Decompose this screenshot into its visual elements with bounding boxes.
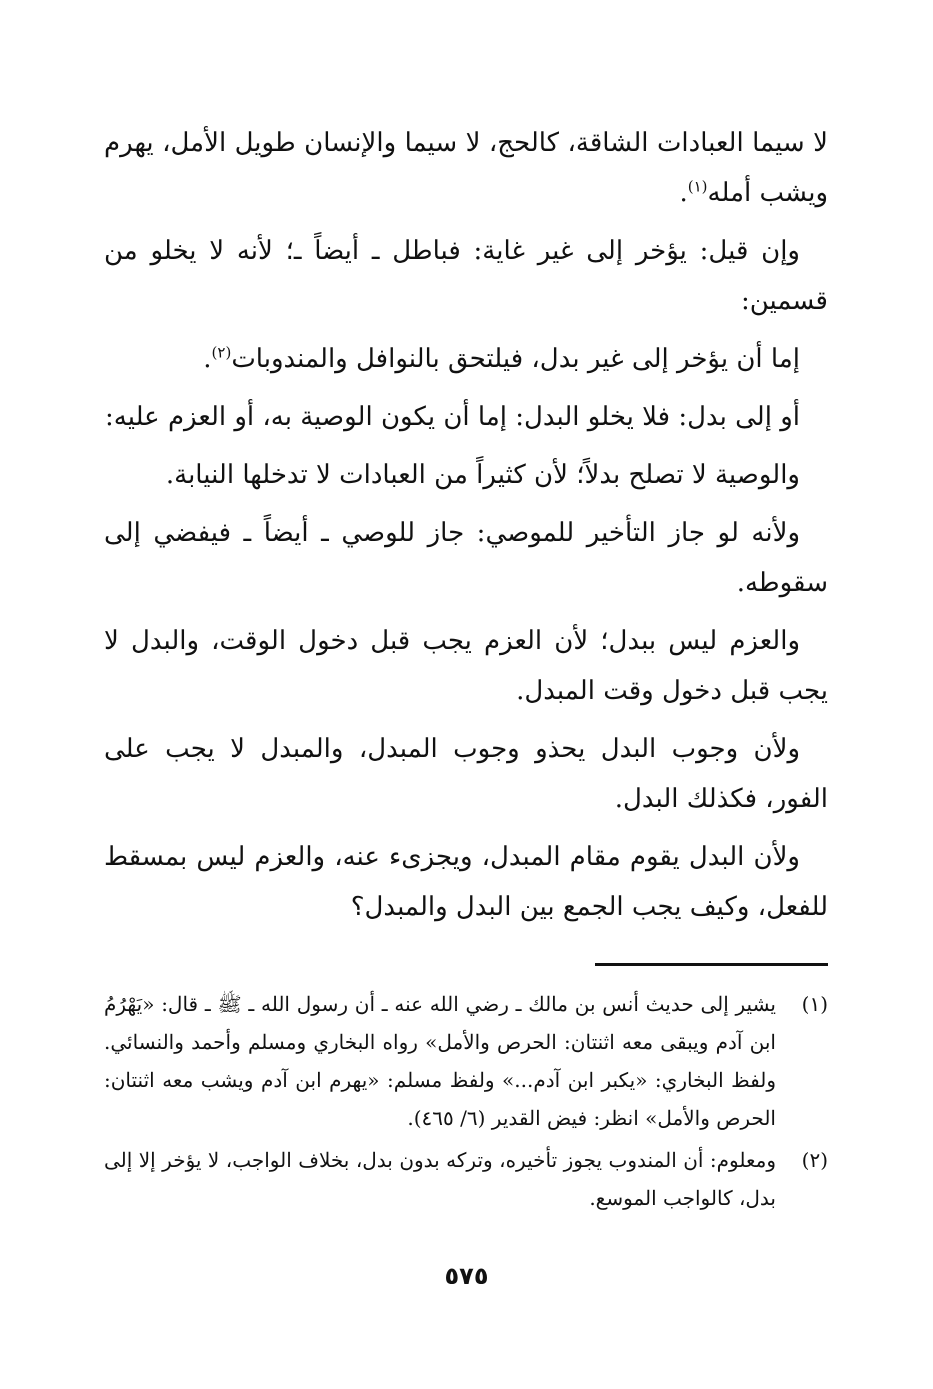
footnote-ref-2: (٢) [211, 343, 232, 362]
main-text [104, 118, 828, 940]
footnote-ref-1: (١) [687, 177, 708, 196]
paragraph-7: والعزم ليس ببدل؛ لأن العزم يجب قبل دخول الوقت، والبدل لا يجب قبل دخول وقت المبدل. [104, 626, 828, 706]
footnote-2 [104, 1141, 828, 1217]
paragraph-3-end: . [203, 344, 212, 374]
footnote-1 [104, 985, 828, 1137]
footnotes [104, 985, 828, 1221]
paragraph-3 [104, 334, 828, 384]
footnote-1-text: يشير إلى حديث أنس بن مالك ـ رضي الله عنه ـ أن رسول الله ـ ﷺ ـ قال: «يَهْرُمُ ابن آدم ويبقى معه اثنتان: الحرص والأمل» رواه البخاري ومسلم وأحمد والنسائي. ولفظ البخاري: «يكبر ابن آدم...» ولفظ مسلم: «يهرم ابن آدم ويشب معه اثنتان: الحرص والأمل» انظر: فيض القدير (٦/ ٤٦٥). [104, 992, 776, 1130]
paragraph-2: وإن قيل: يؤخر إلى غير غاية: فباطل ـ أيضاً ـ؛ لأنه لا يخلو من قسمين: [104, 236, 828, 316]
page-number: ٥٧٥ [444, 1262, 489, 1290]
paragraph-5: والوصية لا تصلح بدلاً؛ لأن كثيراً من العبادات لا تدخلها النيابة. [165, 460, 800, 490]
paragraph-6: ولأنه لو جاز التأخير للموصي: جاز للوصي ـ أيضاً ـ فيفضي إلى سقوطه. [104, 518, 828, 598]
paragraph-4: أو إلى بدل: فلا يخلو البدل: إما أن يكون الوصية به، أو العزم عليه: [105, 402, 800, 432]
footnote-1-number: (١) [801, 992, 828, 1016]
footnote-2-text: ومعلوم: أن المندوب يجوز تأخيره، وتركه بدون بدل، بخلاف الواجب، لا يؤخر إلا إلى بدل، كالواجب الموسع. [104, 1148, 776, 1210]
paragraph-8: ولأن وجوب البدل يحذو وجوب المبدل، والمبدل لا يجب على الفور، فكذلك البدل. [104, 734, 828, 814]
paragraph-3-text: إما أن يؤخر إلى غير بدل، فيلتحق بالنوافل والمندوبات [231, 344, 800, 374]
paragraph-1 [104, 118, 828, 218]
paragraph-1-text: لا سيما العبادات الشاقة، كالحج، لا سيما والإنسان طويل الأمل، يهرم ويشب أمله [104, 128, 828, 208]
footnote-2-number: (٢) [801, 1148, 828, 1172]
paragraph-1-end: . [679, 178, 688, 208]
footnote-separator [595, 963, 828, 966]
paragraph-9: ولأن البدل يقوم مقام المبدل، ويجزىء عنه، والعزم ليس بمسقط للفعل، وكيف يجب الجمع بين البدل والمبدل؟ [104, 842, 828, 922]
